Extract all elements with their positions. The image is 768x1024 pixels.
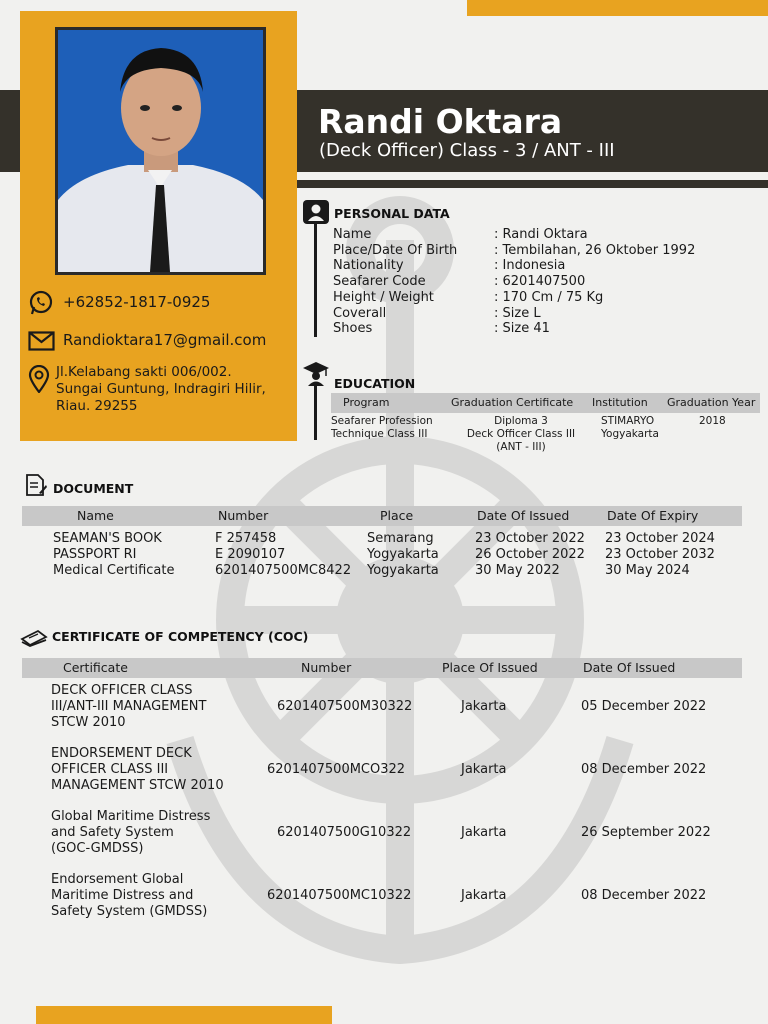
- edu-cell-line: (ANT - III): [496, 441, 546, 453]
- timeline-line: [314, 222, 317, 337]
- doc-cell: Yogyakarta: [367, 547, 439, 562]
- doc-header: Date Of Expiry: [607, 508, 699, 523]
- doc-cell: 30 May 2022: [475, 563, 560, 578]
- coc-title: CERTIFICATE OF COMPETENCY (COC): [52, 629, 309, 644]
- doc-cell: E 2090107: [215, 547, 286, 562]
- email-icon: [28, 331, 55, 351]
- coc-number-cell: 6201407500MC10322: [267, 888, 412, 903]
- coc-header: Date Of Issued: [583, 660, 676, 675]
- whatsapp-icon: [28, 290, 54, 316]
- coc-cert-line: Safety System (GMDSS): [51, 904, 208, 919]
- doc-cell: 30 May 2024: [605, 563, 690, 578]
- profile-photo: [55, 27, 266, 275]
- coc-cert-line: Maritime Distress and: [51, 888, 194, 903]
- doc-cell: PASSPORT RI: [53, 547, 137, 562]
- coc-date-cell: 26 September 2022: [581, 825, 711, 840]
- coc-cert-line: STCW 2010: [51, 715, 126, 730]
- coc-cert-line: and Safety System: [51, 825, 174, 840]
- pd-value: : Tembilahan, 26 Oktober 1992: [494, 242, 696, 258]
- document-title: DOCUMENT: [53, 481, 134, 496]
- edu-header: Graduation Year: [667, 396, 756, 409]
- timeline-line: [314, 385, 317, 440]
- header-underline: [296, 180, 768, 188]
- edu-header: Program: [343, 396, 390, 409]
- doc-cell: 23 October 2032: [605, 547, 715, 562]
- doc-cell: 6201407500MC8422: [215, 563, 352, 578]
- edu-cell-line: Technique Class III: [331, 428, 428, 440]
- address-line: Riau. 29255: [56, 398, 138, 414]
- edu-cell-line: Deck Officer Class III: [466, 428, 576, 440]
- doc-header: Name: [77, 508, 114, 523]
- pd-label: Nationality: [333, 258, 404, 274]
- coc-cert-line: OFFICER CLASS III: [51, 762, 169, 777]
- edu-cell-line: Seafarer Profession: [331, 415, 433, 427]
- certificate-icon: [20, 627, 48, 647]
- coc-date-cell: 08 December 2022: [581, 762, 707, 777]
- edu-year: 2018: [699, 415, 726, 427]
- coc-place-cell: Jakarta: [461, 699, 507, 714]
- doc-col-issued: [475, 531, 585, 579]
- phone-link[interactable]: +62852-1817-0925: [63, 293, 211, 311]
- pd-value: : 170 Cm / 75 Kg: [494, 289, 604, 305]
- coc-date-cell: 05 December 2022: [581, 699, 707, 714]
- doc-header: Place: [380, 508, 414, 523]
- edu-certificate: [460, 415, 582, 454]
- pd-value: : Size L: [494, 305, 541, 321]
- pd-label: Seafarer Code: [333, 274, 426, 290]
- coc-certificate-cell: [51, 872, 207, 920]
- edu-header: Institution: [592, 396, 648, 409]
- coc-certificate-cell: [51, 746, 224, 794]
- address-line: Sungai Guntung, Indragiri Hilir,: [56, 381, 266, 397]
- doc-col-place: [367, 531, 439, 579]
- coc-number-cell: 6201407500G10322: [277, 825, 412, 840]
- edu-header: Graduation Certificate: [451, 396, 574, 409]
- doc-cell: 26 October 2022: [475, 547, 585, 562]
- coc-place-cell: Jakarta: [461, 825, 507, 840]
- coc-cert-line: Global Maritime Distress: [51, 809, 211, 824]
- doc-header: Number: [218, 508, 269, 523]
- coc-cert-line: III/ANT-III MANAGEMENT: [51, 699, 207, 714]
- doc-cell: SEAMAN'S BOOK: [53, 531, 162, 546]
- coc-cert-line: MANAGEMENT STCW 2010: [51, 778, 224, 793]
- pd-value: : Size 41: [494, 321, 550, 337]
- doc-cell: Semarang: [367, 531, 434, 546]
- pd-label: Shoes: [333, 321, 373, 337]
- page-title: Randi Oktara: [318, 102, 563, 141]
- personal-data-values: [494, 227, 695, 337]
- bottom-accent-bar: [36, 1006, 332, 1024]
- personal-data-labels: [333, 227, 457, 337]
- doc-cell: 23 October 2022: [475, 531, 585, 546]
- doc-cell: 23 October 2024: [605, 531, 715, 546]
- coc-date-cell: 08 December 2022: [581, 888, 707, 903]
- doc-col-name: [53, 531, 174, 579]
- address-line: Jl.Kelabang sakti 006/002.: [56, 364, 232, 380]
- coc-number-cell: 6201407500MCO322: [267, 762, 406, 777]
- doc-col-number: [215, 531, 351, 579]
- position-subtitle: (Deck Officer) Class - 3 / ANT - III: [319, 140, 615, 161]
- coc-number-cell: 6201407500M30322: [277, 699, 413, 714]
- doc-header: Date Of Issued: [477, 508, 570, 523]
- person-portrait-icon: [58, 30, 263, 272]
- address: [56, 364, 266, 415]
- pd-label: Name: [333, 227, 372, 242]
- edu-cell-line: STIMARYO: [601, 415, 655, 427]
- coc-place-cell: Jakarta: [461, 888, 507, 903]
- pd-label: Place/Date Of Birth: [333, 242, 458, 258]
- graduation-cap-icon: [302, 359, 330, 387]
- edu-cell-line: Yogyakarta: [601, 428, 659, 440]
- doc-col-expiry: [605, 531, 715, 579]
- pd-value: : Indonesia: [494, 258, 566, 274]
- pd-label: Height / Weight: [333, 289, 434, 305]
- coc-header: Certificate: [63, 660, 128, 675]
- education-title: EDUCATION: [334, 376, 416, 391]
- coc-header: Place Of Issued: [442, 660, 538, 675]
- document-icon: [24, 473, 48, 497]
- coc-certificate-cell: [51, 809, 210, 857]
- edu-program: [331, 415, 433, 441]
- edu-institution: [601, 415, 659, 441]
- coc-header: Number: [301, 660, 352, 675]
- coc-cert-line: ENDORSEMENT DECK: [51, 746, 192, 761]
- doc-cell: Medical Certificate: [53, 563, 175, 578]
- email-link[interactable]: Randioktara17@gmail.com: [63, 331, 267, 349]
- doc-cell: F 257458: [215, 531, 277, 546]
- coc-cert-line: DECK OFFICER CLASS: [51, 683, 193, 698]
- doc-cell: Yogyakarta: [367, 563, 439, 578]
- edu-cell-line: Diploma 3: [494, 415, 548, 427]
- coc-place-cell: Jakarta: [461, 762, 507, 777]
- top-accent-bar: [467, 0, 768, 16]
- pd-value: : 6201407500: [494, 274, 586, 290]
- location-pin-icon: [28, 365, 50, 393]
- personal-data-title: PERSONAL DATA: [334, 206, 450, 221]
- pd-label: Coverall: [333, 305, 387, 321]
- coc-cert-line: Endorsement Global: [51, 872, 184, 887]
- coc-cert-line: (GOC-GMDSS): [51, 841, 144, 856]
- coc-certificate-cell: [51, 683, 206, 731]
- pd-value: : Randi Oktara: [494, 227, 588, 242]
